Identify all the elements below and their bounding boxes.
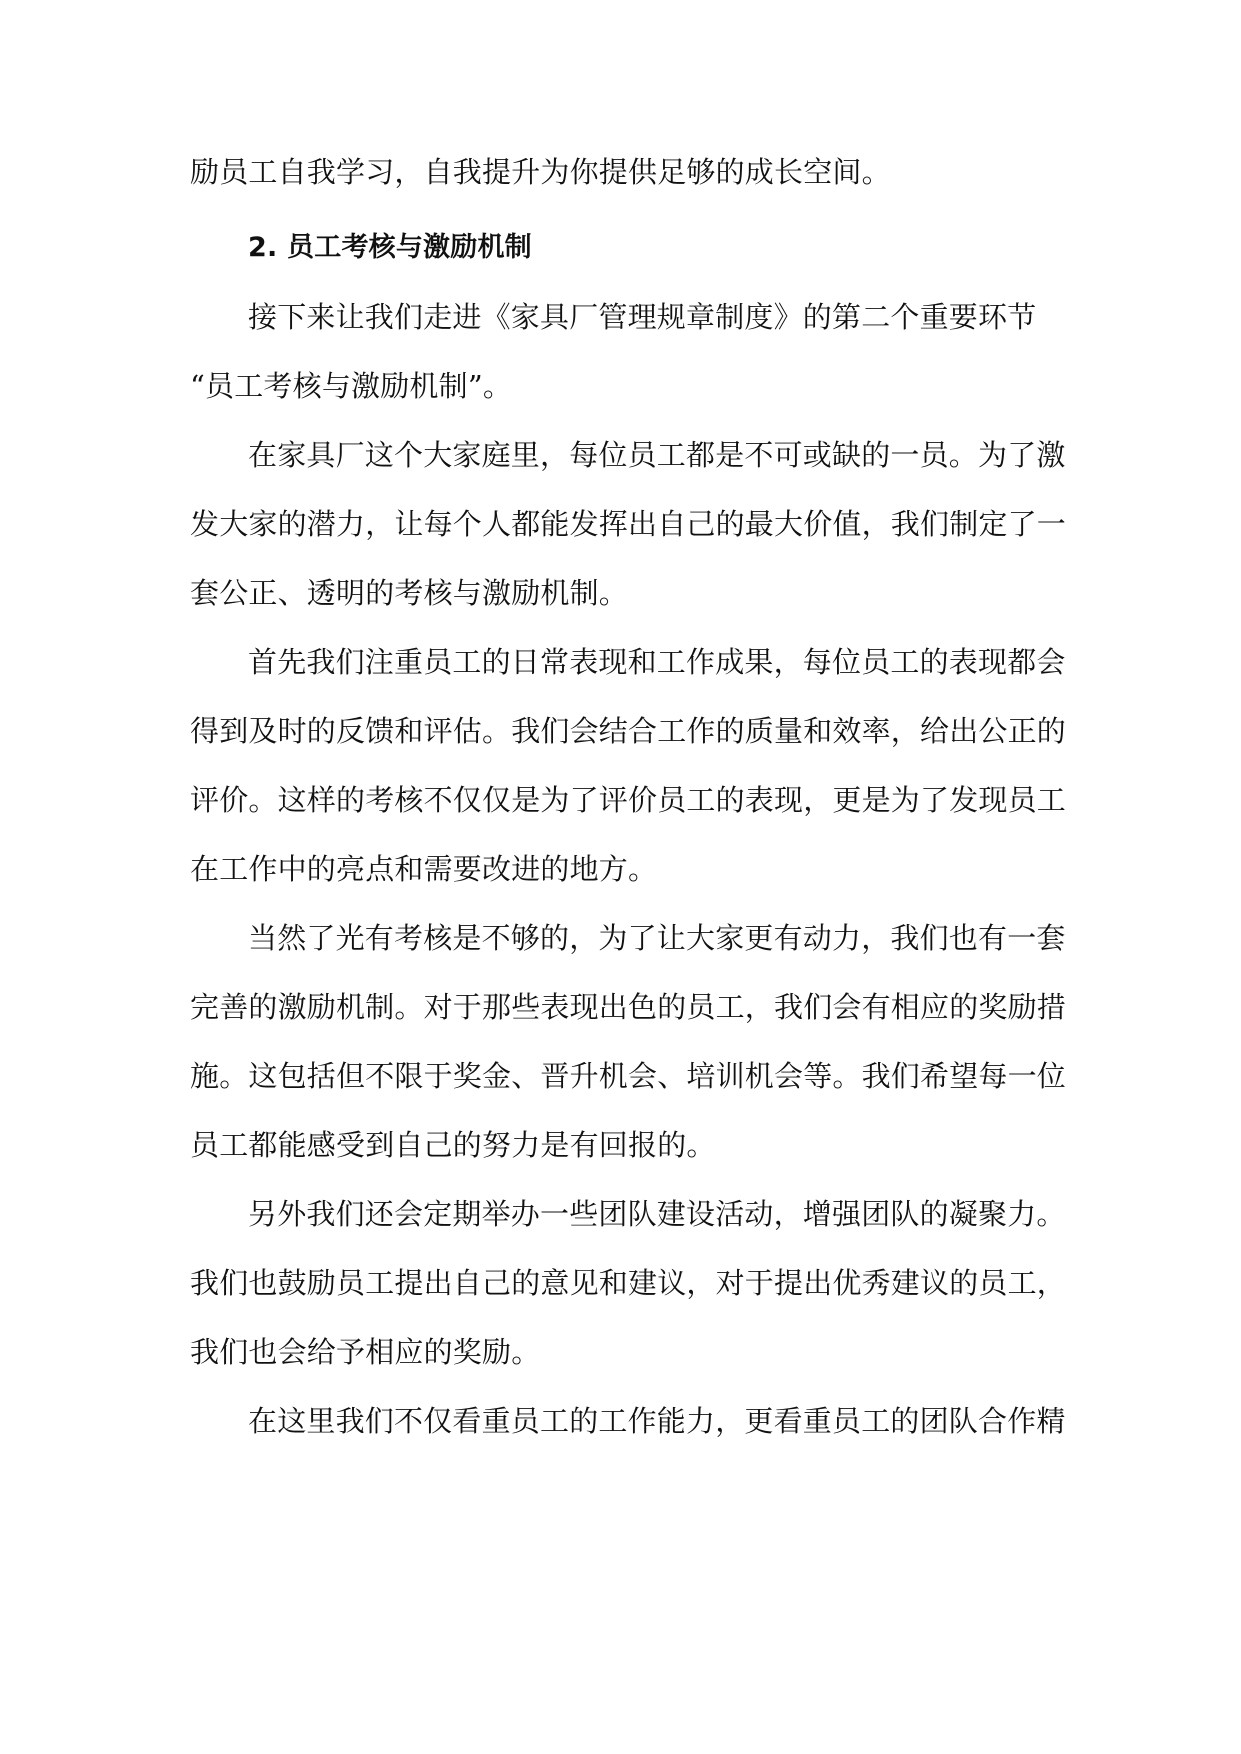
- text-line: 我们也鼓励员工提出自己的意见和建议，对于提出优秀建议的员工，: [190, 1266, 1067, 1300]
- text-line: 当然了光有考核是不够的，为了让大家更有动力，我们也有一套: [248, 921, 1066, 955]
- text-line: 励员工自我学习，自我提升为你提供足够的成长空间。: [190, 155, 891, 189]
- text-line: 评价。这样的考核不仅仅是为了评价员工的表现，更是为了发现员工: [190, 783, 1067, 817]
- text-line: 发大家的潜力，让每个人都能发挥出自己的最大价值，我们制定了一: [190, 507, 1067, 541]
- section-heading: 2. 员工考核与激励机制: [248, 232, 532, 263]
- text-line: 套公正、透明的考核与激励机制。: [190, 576, 629, 610]
- text-line: 施。这包括但不限于奖金、晋升机会、培训机会等。我们希望每一位: [190, 1059, 1067, 1093]
- text-line: 接下来让我们走进《家具厂管理规章制度》的第二个重要环节: [248, 300, 1037, 334]
- text-line: 完善的激励机制。对于那些表现出色的员工，我们会有相应的奖励措: [190, 990, 1067, 1024]
- text-line: 我们也会给予相应的奖励。: [190, 1335, 541, 1369]
- text-line: 在家具厂这个大家庭里，每位员工都是不可或缺的一员。为了激: [248, 438, 1066, 472]
- text-line: 首先我们注重员工的日常表现和工作成果，每位员工的表现都会: [248, 645, 1066, 679]
- text-line: 在工作中的亮点和需要改进的地方。: [190, 852, 658, 886]
- text-line: 在这里我们不仅看重员工的工作能力，更看重员工的团队合作精: [248, 1404, 1066, 1438]
- text-line: 另外我们还会定期举办一些团队建设活动，增强团队的凝聚力。: [248, 1197, 1066, 1231]
- text-line: 得到及时的反馈和评估。我们会结合工作的质量和效率，给出公正的: [190, 714, 1067, 748]
- text-line: “员工考核与激励机制”。: [190, 369, 513, 403]
- text-line: 员工都能感受到自己的努力是有回报的。: [190, 1128, 716, 1162]
